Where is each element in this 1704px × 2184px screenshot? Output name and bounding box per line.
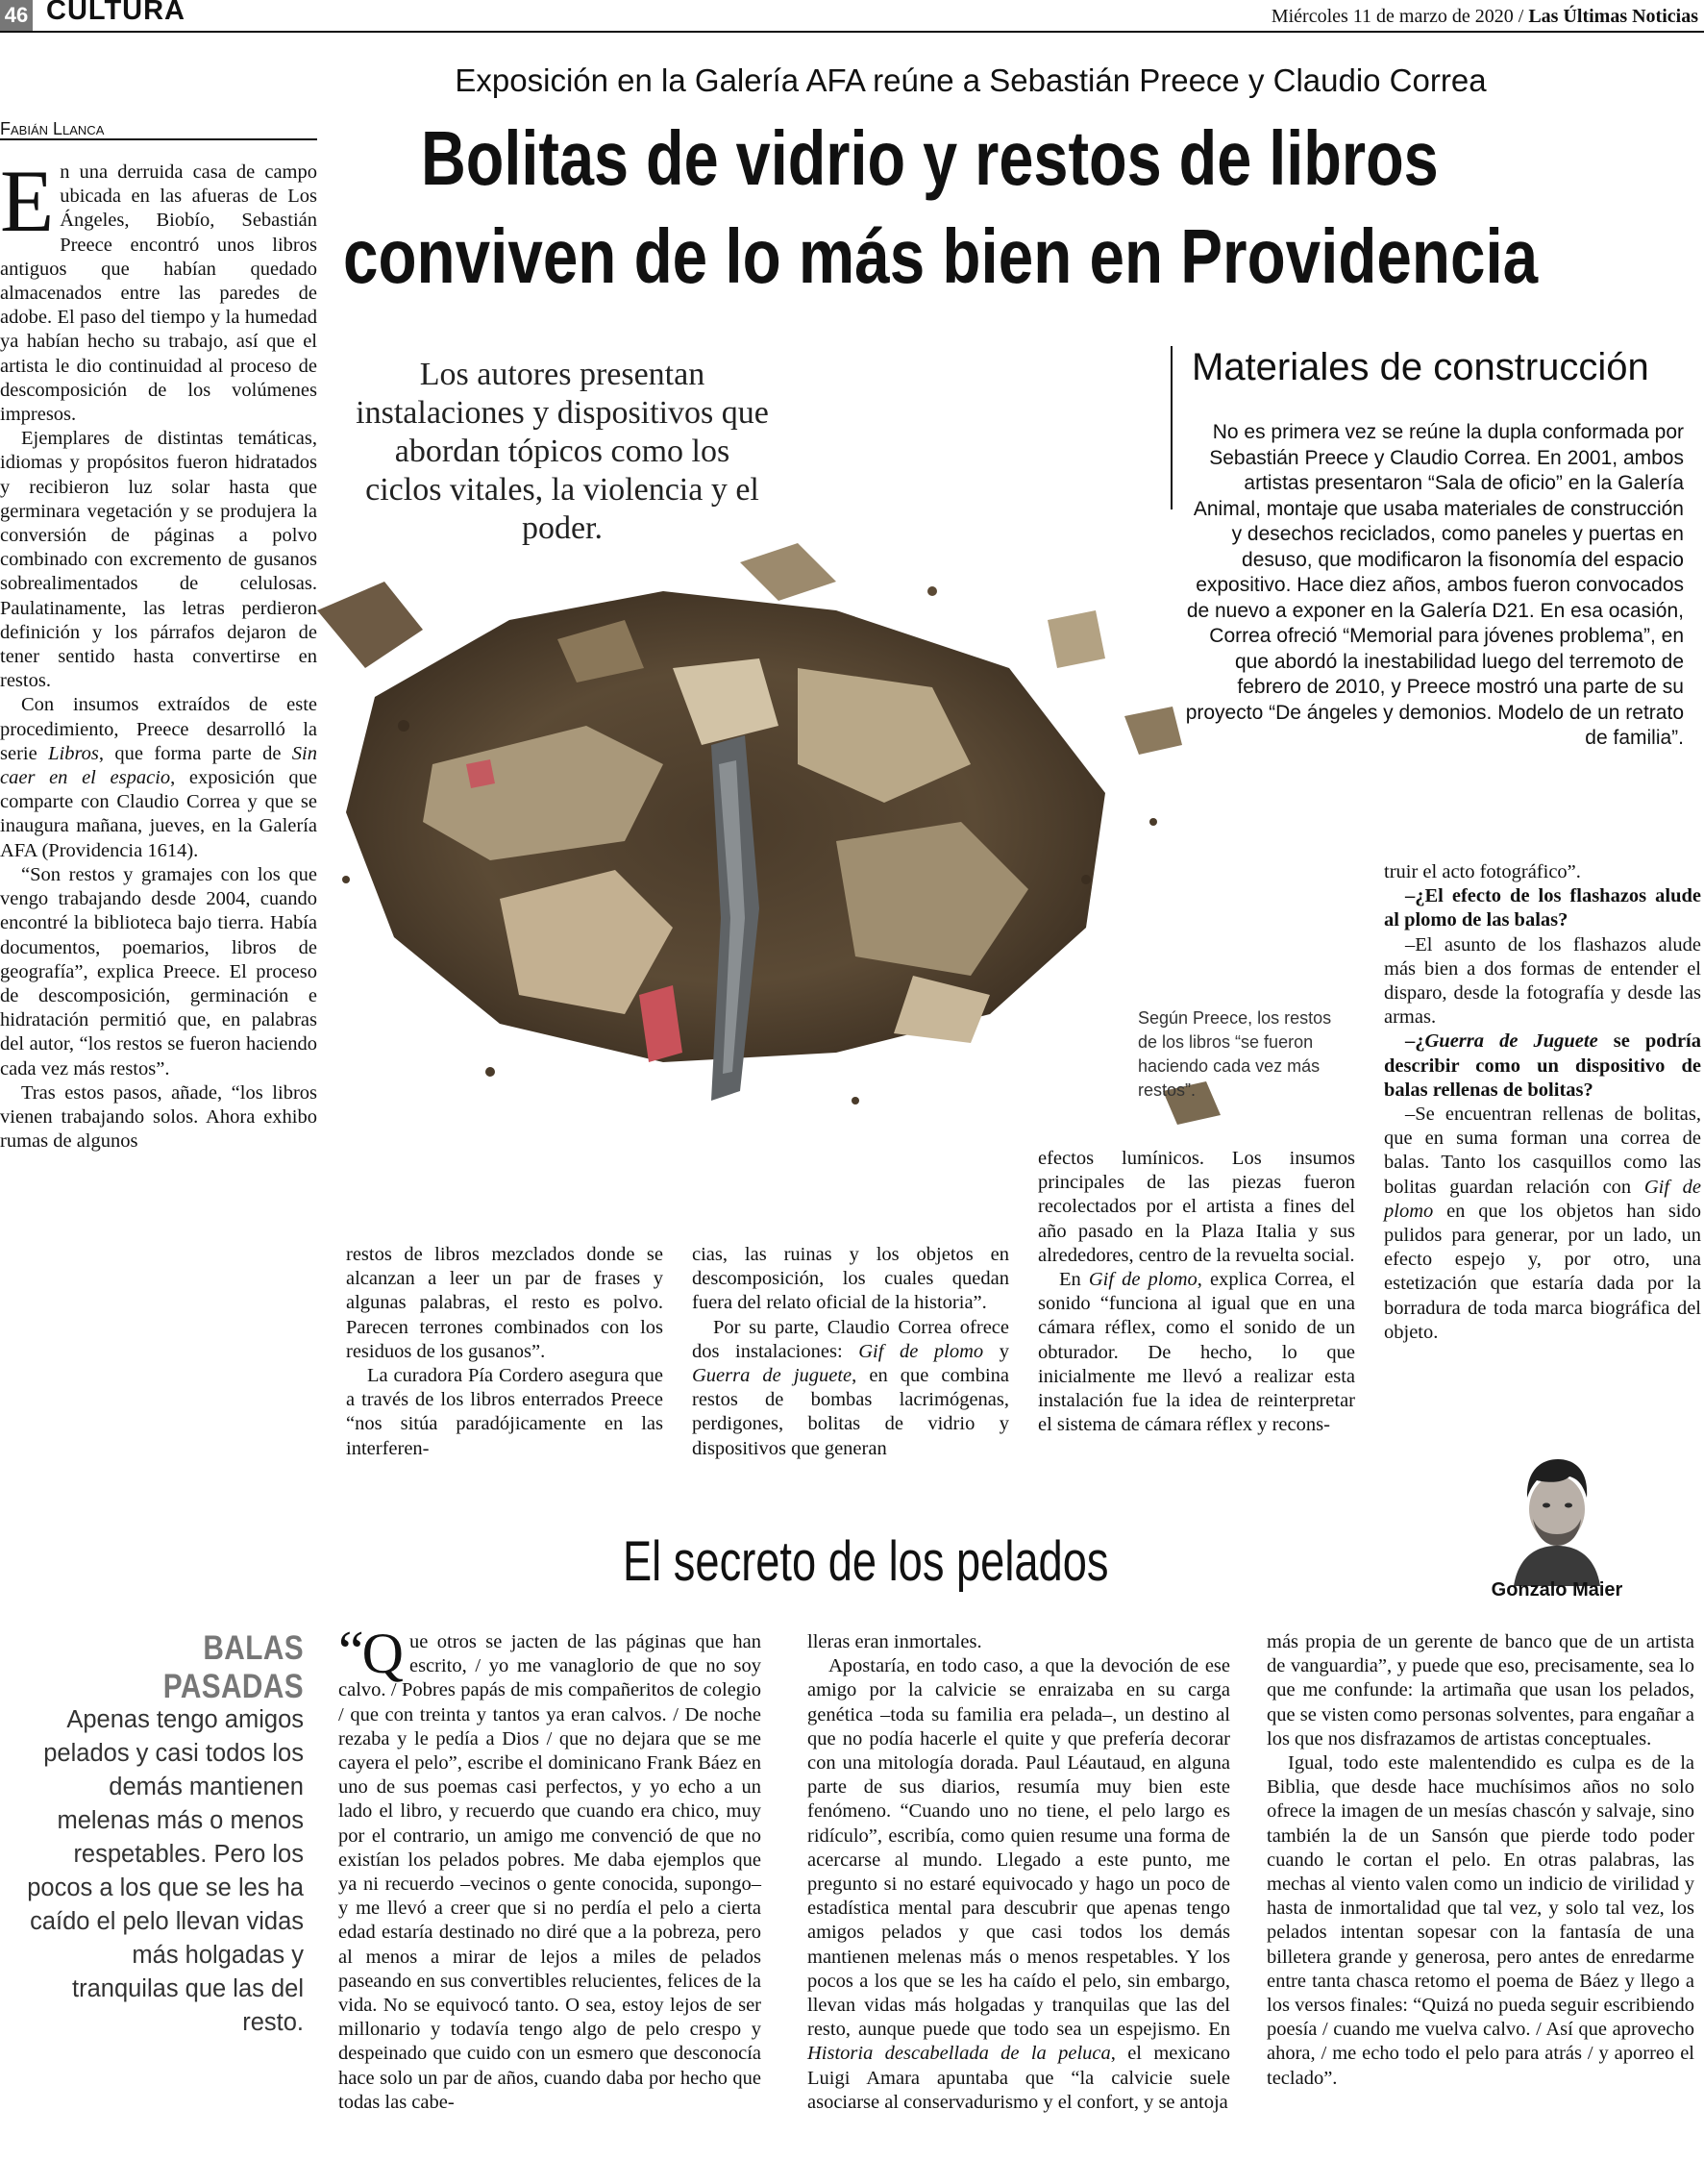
interview-question-2: –¿Guerra de Juguete se podría describir como un dispositivo de balas rellenas de bolitas?: [1384, 1030, 1701, 1101]
column-paragraph-2: Apostaría, en todo caso, a que la devoción de ese amigo por la calvicie se enraizaba en su carga genética –toda su familia era pelada–, un destino al que no podía hacerle el quite y que prefería decorar con una mitología dorada. Paul Léautaud, en alguna parte de sus diarios, resumía muy bien este fenómeno. “Cuando uno no tiene, el pelo largo es ridículo”, escribía, como quien resume una forma de acercarse al mundo. Llegado a este punto, me pregunto si no estaré equivocado y hago un poco de estadística mental para descubrir que apenas tengo amigos pelados y que casi todos los demás mantienen melenas más o menos respetables. Y los pocos a los que se les ha caído el pelo, sin embargo, llevan vidas más holgadas y tranquilas que las del resto, aunque puede que todo sea un espejismo. En Historia descabellada de la peluca, el mexicano Luigi Amara apuntaba que “la calvicie suele asociarse al conservadurismo y el confort, y se antoja: [807, 1655, 1231, 2113]
article-column-5: [1384, 860, 1701, 1345]
article-kicker: Exposición en la Galería AFA reúne a Sebastián Preece y Claudio Correa: [455, 62, 1487, 98]
column-paragraph-2-start: lleras eran inmortales.: [807, 1631, 982, 1652]
column-author: Gonzalo Maier: [1491, 1579, 1623, 1601]
col1-paragraph-3: Con insumos extraídos de este procedimiento, Preece desarrolló la serie Libros, que forma parte de Sin caer en el espacio, exposición que comparte con Claudio Correa y que se inaugura mañana, jueves, en la Galería AFA (Providencia 1614).: [0, 694, 317, 861]
col1-paragraph-1: En una derruida casa de campo ubicada en las afueras de Los Ángeles, Biobío, Sebastián Preece encontró unos libros antiguos que habían quedado almacenados entre las paredes de adobe. El paso del tiempo y la humedad ya habían hecho su trabajo, así que el artista le dio continuidad al proceso de descomposición de los volúmenes impresos.: [0, 152, 317, 426]
column-title: El secreto de los pelados: [623, 1530, 1109, 1593]
header-date: Miércoles 11 de marzo de 2020 /: [1271, 6, 1524, 27]
col4-paragraph-1: efectos lumínicos. Los insumos principales de las piezas fueron recolectados por el artista a fines del año pasado en la Plaza Italia y sus alrededores, centro de la revuelta social.: [1038, 1148, 1355, 1266]
col3-paragraph-2: Por su parte, Claudio Correa ofrece dos instalaciones: Gif de plomo y Guerra de juguete, en que combina restos de bombas lacrimógenas, perdigones, bolitas de vidrio y dispositivos que generan: [692, 1316, 1010, 1459]
column-tag: BALAS PASADAS: [162, 1629, 304, 1705]
interview-answer-1: –El asunto de los flashazos alude más bien a dos formas de entender el disparo, desde la fotografía y desde las armas.: [1384, 933, 1701, 1029]
book-remains-photo: [259, 476, 1230, 1149]
column-dropcap: Q: [361, 1622, 404, 1685]
column-paragraph-3: más propia de un gerente de banco que de un artista de vanguardia”, y puede que eso, precisamente, sea lo que me confunde: la artimaña que usan los pelados, que se visten como personas solventes, para engañar a los que nos disfrazamos de artistas conceptuales.: [1267, 1631, 1694, 1750]
column-paragraph-1: ue otros se jacten de las páginas que han escrito, / yo me vanaglorio de que no soy calvo. / Pobres papás de mis compañeritos de colegio / que con treinta y tantos ya eran calvos. / De noche rezaba y le pedía a Dios / que no dejara que se me cayera el pelo”, escribe el dominicano Frank Báez en uno de sus poemas casi perfectos, y yo echo a un lado el libro, y recuerdo que cuando era chico, muy por el contrario, un amigo me convenció de que no existían los pelados pobres. Me daba ejemplos que ya ni recuerdo –vecinos o gente conocida, supongo– y me llevó a creer que si no perdía el pelo a cierta edad estaría destinado no diré que a la pobreza, pero al menos a mirar de lejos a miles de pelados paseando en sus convertibles relucientes, felices de la vida. No se equivocó tanto. O sea, estoy lejos de ser millonario y todavía tengo algo de pelo crespo y despeinado que cuido con un esmero que desconocía hace solo un par de años, cuando daba por hecho que todas las cabe-: [338, 1631, 761, 2113]
byline-rule: [0, 138, 317, 140]
author-portrait: [1494, 1442, 1619, 1586]
col2-paragraph-1: restos de libros mezclados donde se alcanzan a leer un par de frases y algunas palabras, el resto es polvo. Parecen terrones combinados con los residuos de los gusanos”.: [346, 1244, 663, 1362]
headline-line-2: conviven de lo más bien en Providencia: [343, 213, 1539, 299]
col2-paragraph-2: La curadora Pía Cordero asegura que a través de los libros enterrados Preece “nos sitúa paradójicamente en las interferen-: [346, 1365, 663, 1459]
newspaper-name: Las Últimas Noticias: [1528, 6, 1698, 27]
sidebar-title: Materiales de construcción: [1192, 346, 1649, 388]
column-text-3: [1267, 1630, 1694, 2091]
section-name: CULTURA: [46, 0, 185, 26]
col1-paragraph-2: Ejemplares de distintas temáticas, idiomas y propósitos fueron hidratados y recibieron luz solar hasta que germinara vegetación y se produjera la conversión de páginas a polvo combinado con excremento de gusanos sobrealimentados de celulosas. Paulatinamente, las letras perdieron definición y los párrafos dejaron de tener sentido hasta convertirse en restos.: [0, 428, 317, 692]
column-quote-mark: “: [338, 1620, 364, 1683]
author-byline: Fabián Llanca: [0, 119, 105, 138]
article-column-4: [1038, 1147, 1355, 1437]
photo-caption: Según Preece, los restos de los libros “se fueron haciendo cada vez más restos”.: [1138, 1008, 1332, 1100]
article-column-1: [0, 152, 317, 1154]
page-number: 46: [4, 3, 29, 27]
article-column-2: [346, 1243, 663, 1461]
col1-paragraph-4: “Son restos y gramajes con los que vengo trabajando desde 2004, cuando encontré la biblioteca bajo tierra. Había documentos, poemarios, libros de geografía”, explica Preece. El proceso de descomposición, germinación e hidratación permitió que, en palabras del autor, “los restos se fueron haciendo cada vez más restos”.: [0, 863, 317, 1080]
col3-paragraph-1: cias, las ruinas y los objetos en descomposición, los cuales quedan fuera del relato oficial de la historia”.: [692, 1244, 1009, 1314]
interview-question-1: –¿El efecto de los flashazos alude al plomo de las balas?: [1384, 885, 1701, 931]
col5-paragraph-0: truir el acto fotográfico”.: [1384, 861, 1581, 882]
page-number-box: [0, 0, 33, 31]
column-text-1: [338, 1620, 761, 2115]
column-pullquote: Apenas tengo amigos pelados y casi todos los demás mantienen melenas más o menos respetables. Pero los pocos a los que se les ha caído el pelo llevan vidas más holgadas y tranquilas que las del resto.: [27, 1706, 304, 2036]
article-deck: Los autores presentan instalaciones y dispositivos que abordan tópicos como los ciclos vitales, la violencia y el poder.: [356, 357, 769, 546]
article-column-3: [692, 1243, 1009, 1461]
column-paragraph-4: Igual, todo este malentendido es culpa es de la Biblia, que desde hace muchísimos años no solo ofrece la imagen de un mesías chascón y salvaje, sino también la de un Sansón que pierde todo poder cuando le cortan el pelo. En otras palabras, las mechas al viento valen como un indicio de virilidad y hasta de inmortalidad que tal vez, y solo tal vez, los pelados intentan sopesar con la fantasía de una billetera grande y generosa, pero antes de enredarme entre tanta chasca retomo el poema de Báez y llego a los versos finales: “Quizá no pueda seguir escribiendo poesía / cuando me vuelva calvo. / Así que aprovecho ahora, / me echo todo el pelo para atrás / y aporreo el teclado”.: [1267, 1752, 1694, 2089]
col1-paragraph-5: Tras estos pasos, añade, “los libros vienen trabajando solos. Ahora exhibo rumas de algunos: [0, 1081, 317, 1153]
debris-mass: [317, 543, 1221, 1125]
interview-answer-2: –Se encuentran rellenas de bolitas, que en suma forman una correa de balas. Tanto los casquillos como las bolitas guardan relación con Gif de plomo en que los objetos han sido pulidos para generar, por un lado, un efecto espejo y, por otro, una estetización que estaría dada por la borradura de toda marca biográfica del objeto.: [1384, 1104, 1702, 1343]
header-dateline: [1272, 6, 1698, 27]
col4-paragraph-2: En Gif de plomo, explica Correa, el sonido “funciona al igual que en una cámara réflex, como el sonido de un obturador. De hecho, lo que inicialmente me llevó a realizar esta instalación fue la idea de reinterpretar el sistema de cámara réflex y recons-: [1038, 1269, 1355, 1436]
column-text-2: [807, 1630, 1230, 2115]
headline-line-1: Bolitas de vidrio y restos de libros: [421, 115, 1439, 201]
dropcap: E: [0, 152, 55, 250]
header-rule: [0, 31, 1704, 33]
sidebar-text: No es primera vez se reúne la dupla conformada por Sebastián Preece y Claudio Correa. En 2001, ambos artistas presentaron “Sala de oficio” en la Galería Animal, montaje que usaba materiales de construcción y desechos reciclados, como paneles y puertas en desuso, que modificaron la fisonomía del espacio expositivo. Hace diez años, ambos fueron convocados de nuevo a exponer en la Galería D21. En esa ocasión, Correa ofreció “Memorial para jóvenes problema”, en que abordó la inestabilidad luego del terremoto de febrero de 2010, y Preece mostró una parte de su proyecto “De ángeles y demonios. Modelo de un retrato de familia”.: [1185, 421, 1684, 749]
